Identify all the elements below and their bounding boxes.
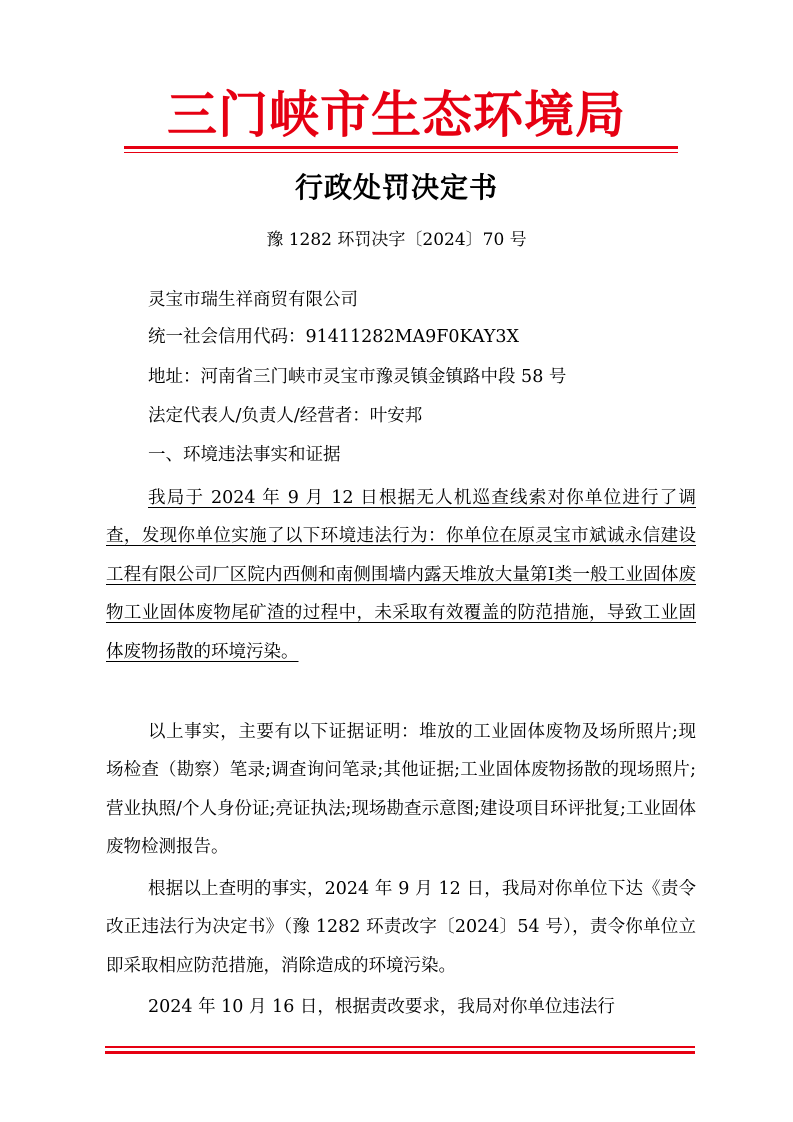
party-credit-code: 统一社会信用代码：91411282MA9F0KAY3X (148, 327, 519, 347)
footer-red-rule-thin (105, 1046, 695, 1048)
header-red-rule-thick (124, 146, 678, 149)
party-address: 地址：河南省三门峡市灵宝市豫灵镇金镇路中段 58 号 (148, 367, 567, 387)
header-red-rule-thin (124, 152, 678, 153)
follow-up-paragraph: 2024 年 10 月 16 日，根据责改要求，我局对你单位违法行 (148, 997, 615, 1017)
section-heading-facts: 一、环境违法事实和证据 (148, 445, 341, 465)
document-number: 豫 1282 环罚决字〔2024〕70 号 (266, 230, 527, 250)
agency-name-header: 三门峡市生态环境局 (167, 85, 626, 144)
party-name: 灵宝市瑞生祥商贸有限公司 (148, 290, 358, 310)
party-representative: 法定代表人/负责人/经营者：叶安邦 (148, 406, 423, 426)
evidence-paragraph: 以上事实，主要有以下证据证明：堆放的工业固体废物及场所照片;现场检查（勘察）笔录;调查询问笔录;其他证据;工业固体废物扬散的现场照片;营业执照/个人身份证;亮证执法;现场勘查示意图;建设项目环评批复;工业固体废物检测报告。 (106, 722, 696, 858)
correction-order-paragraph: 根据以上查明的事实，2024 年 9 月 12 日，我局对你单位下达《责令改正违法行为决定书》（豫 1282 环责改字〔2024〕54 号），责令你单位立即采取相应防范措施，消除造成的环境污染。 (106, 879, 696, 976)
violation-facts-paragraph: 我局于 2024 年 9 月 12 日根据无人机巡查线索对你单位进行了调查，发现你单位实施了以下环境违法行为：你单位在原灵宝市斌诚永信建设工程有限公司厂区院内西侧和南侧围墙内露天堆放大量第Ⅰ类一般工业固体废物工业固体废物尾矿渣的过程中，未采取有效覆盖的防范措施，导致工业固体废物扬散的环境污染。 (106, 488, 696, 662)
document-title: 行政处罚决定书 (294, 171, 498, 204)
footer-red-rule-thick (105, 1051, 695, 1054)
